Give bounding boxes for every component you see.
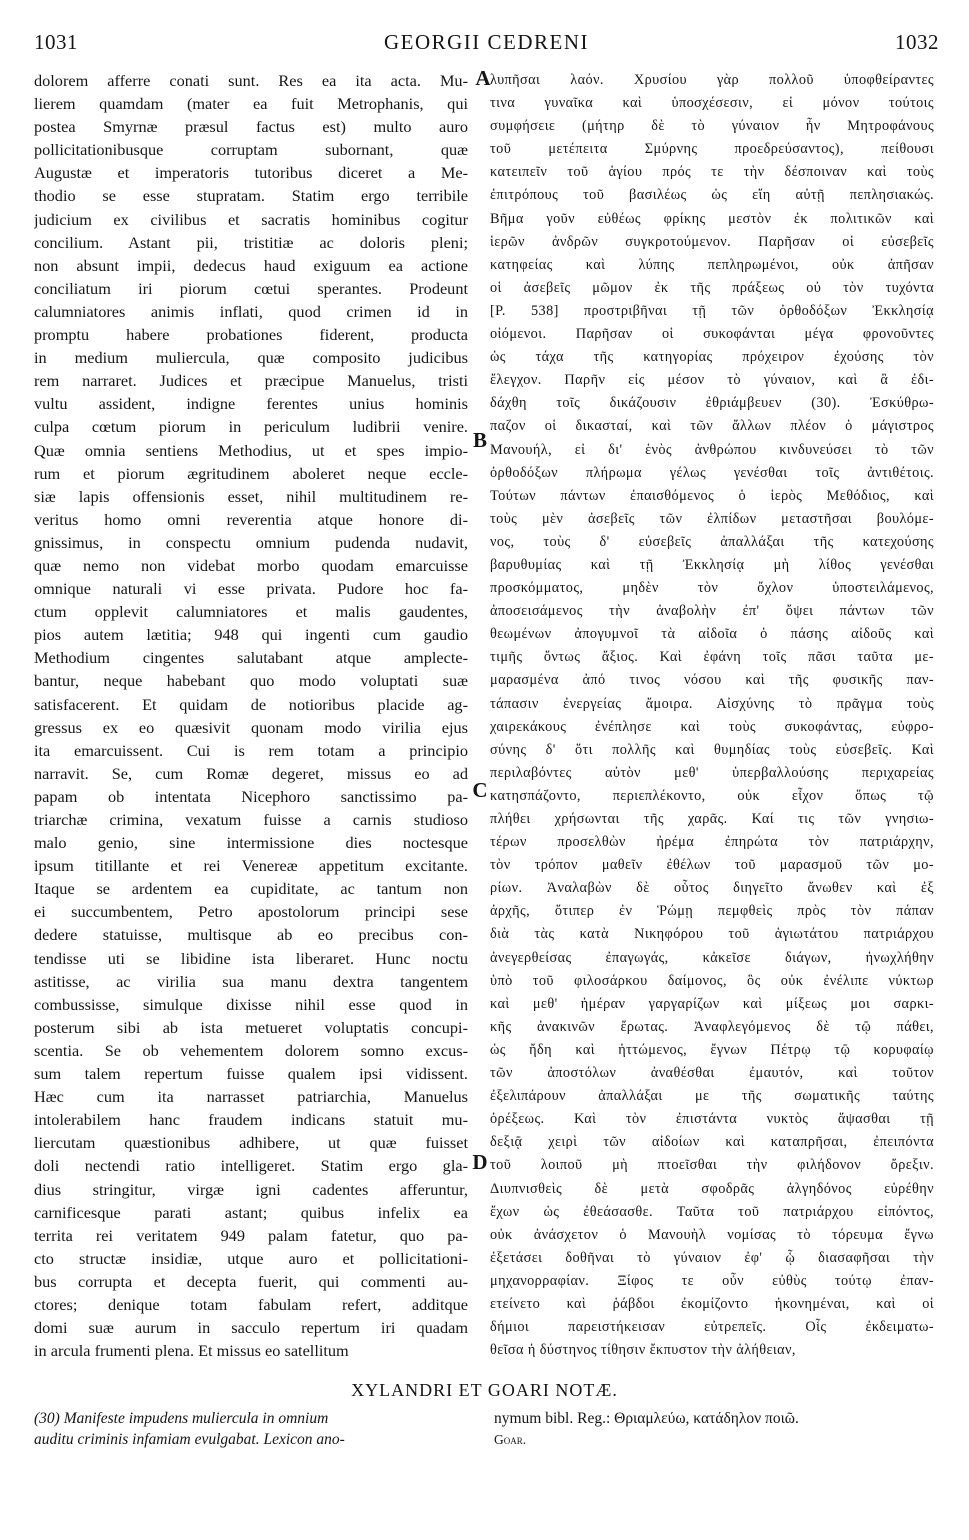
margin-marker-b: B [472, 428, 487, 452]
latin-text-line: ipsum titillante et rei Venereæ appetitum excitante. [34, 856, 468, 876]
latin-text-line: bus corrupta et decepta fuerit, qui commenti au- [34, 1271, 468, 1291]
greek-text-line: ὡς ἤδη καὶ ἡττώμενος, ἔγνων Πέτρῳ τῷ κορυφαίῳ [490, 1041, 934, 1058]
greek-text-line: τὸν τρόπον μαθεῖν ἐθέλων τοῦ μαρασμοῦ τῶν μο- [490, 857, 934, 874]
latin-text-line: concilium. Astant pii, tristitiæ ac doloris pleni; [34, 232, 468, 252]
latin-text-line: conciliatum iri piorum cœtui sperantes. Prodeunt [34, 278, 468, 298]
right-page-number: 1032 [895, 30, 939, 54]
greek-text-line: λυπῆσαι λαόν. Χρυσίου γὰρ πολλοῦ ὑποφθείραντες [490, 72, 934, 88]
margin-marker-a: A [475, 66, 491, 90]
latin-text-line: triarchæ crimina, vexatum fuisse a carnis studioso [34, 810, 468, 829]
greek-text-line: Διυπνισθεὶς δὲ μετὰ σφοδρᾶς ἀλγηδόνος εὑρέθην [490, 1180, 934, 1197]
latin-text-line: pollicitationibusque corruptam subornant, quæ [34, 140, 468, 160]
greek-text-line: Μανουήλ, εἰ δι' ἑνὸς ἀνθρώπου κινδυνεύσει τὸ τῶν [490, 441, 934, 458]
greek-text-line: τάπασιν ἐνεργείας ἄμοιρα. Αἰσχύνης τὸ πρᾶγμα τοὺς [490, 695, 934, 712]
latin-text-line: combussisse, simulque dixisse nihil esse quod in [34, 994, 468, 1014]
latin-text-line: ei succumbentem, Petro apostolorum principi sese [34, 902, 468, 922]
greek-text-line: οἱ ἀσεβεῖς μῶμον ἐκ τῆς πράξεως οὐ τὸν τυχόντα [490, 279, 934, 296]
greek-text-line: τοὺς μὲν ἀσεβεῖς τῶν ἐλπίδων μεταστῆσαι βουλόμε- [490, 510, 934, 527]
greek-text-line: Τούτων πάντων ἐπαισθόμενος ὁ ἱερὸς Μεθόδιος, καὶ [490, 487, 934, 504]
latin-text-line: intolerabilem hanc fraudem indicans statuit mu- [34, 1110, 468, 1130]
latin-text-line: doli nectendi ratio intelligeret. Statim ergo gla- [34, 1156, 468, 1176]
greek-text-line: οἰόμενοι. Παρῆσαν οἱ συκοφάνται μέγα φρονοῦντες [490, 326, 934, 343]
note-author: Goar. [494, 1432, 527, 1447]
greek-text-line: δάχθη τοῖς δικάζουσιν ἐθριάμβευεν (30). Ἐσκύθρω- [490, 395, 934, 412]
greek-text-line: κατηφείας καὶ λύπης πεπληρωμένοι, οὐκ ἀπῆσαν [490, 256, 934, 273]
running-head: GEORGII CEDRENI [383, 30, 590, 54]
latin-text-line: rem narraret. Judices et præcipue Manuelus, tristi [34, 371, 468, 391]
latin-text-line: Quæ omnia sentiens Methodius, ut et spes impio- [34, 440, 468, 460]
greek-text-line: μηχανορραφίαν. Ξίφος τε οὖν εὐθὺς τούτῳ ἐπαν- [490, 1272, 934, 1289]
latin-text-line: Augustæ et imperatoris tutoribus diceret a Me- [34, 163, 468, 183]
latin-text-line: non absunt impii, dedecus haud exiguum ea actione [34, 255, 468, 275]
greek-text-line: θεωμένων ἀπογυμνοῖ τὰ αἰδοῖα ὁ πάσης αἰδοῦς καὶ [490, 626, 934, 643]
latin-text-line: narravit. Se, cum Romæ degeret, missus eo ad [34, 763, 468, 783]
greek-text-line: μαρασμένα ἀπό τινος νόσου καὶ τῆς φυσικῆς παν- [490, 672, 934, 689]
latin-text-line: scentia. Se ob vehementem dolorem somno excus- [34, 1040, 468, 1060]
greek-text-line: [P. 538] προστριβῆναι τῇ τῶν ὀρθοδόξων Ἐκκλησίᾳ [490, 302, 934, 319]
greek-text-line: ἔχων ὡς ἐθεάσασθε. Ταῦτα τοῦ πατριάρχου εἰπόντος, [490, 1203, 934, 1220]
latin-text-line: Itaque se ardentem ea cupiditate, ac tantum non [34, 879, 468, 899]
greek-text-line: κῆς ἀνακινῶν ἔρωτας. Ἀναφλεγόμενος δὲ τῷ πάθει, [490, 1018, 934, 1035]
greek-text-line: ρίων. Ἀναλαβὼν δὲ οὗτος διηγεῖτο ἄνωθεν καὶ ἐξ [490, 880, 934, 897]
latin-text-line: calumniatores animis inflati, quod crimen id in [34, 301, 468, 321]
greek-text-line: βαρυθυμίας καὶ τῇ Ἐκκλησίᾳ μὴ λίθος γενέσθαι [490, 556, 934, 573]
greek-text-line: συμφήσειε (μήτηρ δὲ τὸ γύναιον ἦν Μητροφάνους [490, 118, 934, 135]
note-line: nymum bibl. Reg.: Θριαμλεύω, κατάδηλον ποιῶ. [494, 1410, 799, 1427]
latin-text-line: Methodium cingentes salutabant atque amplecte- [34, 648, 468, 668]
greek-text-line: κατησπάζοντο, περιεπλέκοντο, οὐκ εἶχον ὅπως τῷ [490, 787, 934, 804]
latin-column [34, 69, 468, 1362]
greek-text-line: τέρων προσελθὼν ἠρέμα ἐπηρώτα τὸν πατριάρχην, [490, 834, 934, 851]
greek-column [490, 69, 934, 1362]
note-line: auditu criminis infamiam evulgabat. Lexicon ano- [34, 1431, 345, 1448]
greek-text-line: πλήθει χρήσωνται τῆς χαρᾶς. Καί τις τῶν γνησιω- [490, 811, 934, 827]
note-line: (30) Manifeste impudens muliercula in omnium [34, 1410, 329, 1427]
latin-text-line: pios autem lætitia; 948 qui ingenti cum gaudio [34, 625, 468, 645]
latin-text-line: astitisse, ac virilia sua manu dextra tangentem [34, 971, 468, 991]
latin-text-line: veritus homo omni reverentia atque honore di- [34, 509, 468, 529]
latin-text-line: carnificesque parati astant; quibus infelix ea [34, 1202, 468, 1222]
greek-text-line: κατειπεῖν τοῦ ἁγίου πρός τε τὴν δέσποιναν καὶ τοὺς [490, 164, 934, 181]
greek-text-line: δήμιοι παρειστήκεισαν εὐτρεπεῖς. Οἷς ἐκδειματω- [490, 1319, 934, 1336]
latin-text-line: territa rei veritatem 949 palam fatetur, quo pa- [34, 1225, 468, 1245]
notes-right [494, 1408, 934, 1450]
greek-text-line: τινα γυναῖκα καὶ ὑποσχέσεσιν, εἰ μόνον τούτοις [490, 95, 934, 112]
latin-text-line: omnique naturali vi esse privata. Pudore hoc fa- [34, 579, 468, 599]
page-header [34, 30, 939, 60]
latin-text-line: promptu habere probationes fiderent, producta [34, 325, 468, 345]
greek-text-line: περιλαβόντες αὐτὸν μεθ' ὑπερβαλλούσης περιχαρείας [490, 764, 934, 781]
latin-text-line: liercutam quæstionibus adhibere, ut quæ fuisset [34, 1133, 468, 1153]
latin-text-line: quæ nemo non videbat morbo quodam emarcuisse [34, 555, 468, 575]
latin-text-line: gnissimus, in conspectu omnium pudenda nudavit, [34, 532, 468, 552]
greek-text-line: δεξιᾷ χειρὶ τῶν αἰδοίων καὶ καταπρῆσαι, ἐπειπόντα [490, 1134, 934, 1151]
greek-text-line: ετείνετο καὶ ῥάβδοι ἐκομίζοντο ἠκονημέναι, καὶ οἱ [490, 1295, 934, 1312]
greek-text-line: τοῦ λοιποῦ μὴ πτοεῖσθαι τὴν φιλήδονον ὄρεξιν. [490, 1157, 934, 1174]
greek-text-line: νος, τοὺς δ' εὐσεβεῖς ἀπαλλάξαι τῆς κατεχούσης [490, 533, 934, 550]
notes-heading: XYLANDRI ET GOARI NOTÆ. [351, 1380, 618, 1400]
greek-text-line: τῶν ἀποστόλων ἀναθέσθαι ἐμαυτόν, καὶ τοῦτον [490, 1065, 934, 1082]
greek-text-line: θεῖσα ἡ δύστηνος τίθησιν ἔκπυστον τὴν ἀλήθειαν, [490, 1342, 796, 1359]
notes-left [34, 1408, 468, 1450]
latin-text-line: sum talem repertum fuisse qualem ipsi vidissent. [34, 1064, 468, 1084]
latin-text-line: bantur, neque habebant quo modo voluptati suæ [34, 671, 468, 691]
greek-text-line: Βῆμα γοῦν εὐθέως φρίκης μεστὸν ἐκ πολιτικῶν καὶ [490, 210, 934, 227]
greek-text-line: ἀποσεισάμενος τὴν ἀναβολὴν ἐπ' ὄψει πάντων τῶν [490, 603, 934, 620]
latin-text-line: siæ lapis offensionis esset, nihil multitudinem re- [34, 486, 468, 506]
latin-text-line: in medium muliercula, quæ composito judicibus [34, 348, 468, 368]
latin-text-line: malo genio, sine intermissione dies noctesque [34, 833, 468, 853]
greek-text-line: ὀρέξεως. Καὶ τὸν ἐπιστάντα νυκτὸς ἅψασθαι τῇ [490, 1111, 934, 1128]
latin-text-line: vultu assident, indigne ferentes unius hominis [34, 394, 468, 414]
greek-text-line: ἐπιτρόπους τοῦ βασιλέως ὡς εἴη αὐτῇ πεπλησιακώς. [490, 187, 934, 204]
margin-marker-c: C [472, 778, 488, 802]
latin-text-line: culpa cœtum piorum in periculum ludibrii venire. [34, 417, 468, 437]
latin-text-line: thodio se esse stupratam. Statim ergo terribile [34, 186, 468, 206]
greek-text-line: προσκόμματος, μηδὲν τὸν ὄχλον ὑποστειλάμενος, [490, 580, 934, 597]
greek-text-line: διὰ τὰς κατὰ Νικηφόρου τοῦ ἁγιωτάτου πατριάρχου [490, 926, 934, 943]
greek-text-line: οὐκ ἀνάσχετον ὁ Μανουὴλ νομίσας τὸ τόρευμα ἔγνω [490, 1226, 934, 1243]
greek-text-line: ἀνεγερθείσας ἐπαγωγάς, κἀκεῖσε διάγων, ἠνωχλήθην [490, 949, 934, 966]
latin-text-line: postea Smyrnæ præsul factus est) multo auro [34, 117, 468, 137]
latin-text-line: tendisse uti se libidine ista liberaret. Hunc noctu [34, 948, 468, 968]
latin-text-line: in arcula frumenti plena. Et missus eo satellitum [34, 1341, 349, 1361]
latin-text-line: cto structæ insidiæ, utque auro et pollicitationi- [34, 1248, 468, 1268]
latin-text-line: satisfacerent. Et quidam de notioribus placide ag- [34, 694, 468, 714]
greek-text-line: σύνης δ' ὅτι πολλῆς καὶ θυμηδίας τοὺς εὐσεβεῖς. Καὶ [490, 741, 934, 758]
latin-text-line: lierem quamdam (mater ea fuit Metrophanis, qui [34, 94, 468, 114]
latin-text-line: dius stringitur, virgæ igni cadentes afferuntur, [34, 1179, 468, 1199]
greek-text-line: ὀρθοδόξων πλήρωμα γέλως γενέσθαι τοῖς ἀντιθέτοις. [490, 464, 934, 481]
greek-text-line: ὡς τάχα τῆς κατηγορίας πρόχειρον ἐχούσης τὸν [490, 349, 934, 366]
latin-text-line: dolorem afferre conati sunt. Res ea ita acta. Mu- [34, 71, 468, 90]
greek-text-line: ἐξελιπάρουν ἀπαλλάξαι με τῆς σωματικῆς ταύτης [490, 1088, 934, 1105]
greek-text-line: παζον οἱ δικασταί, καὶ τῶν ἄλλων πλέον ὁ μάγιστρος [490, 418, 934, 435]
latin-text-line: ctores; denique totam fabulam refert, additque [34, 1294, 468, 1314]
latin-text-line: rum et piorum ægritudinem aboleret neque eccle- [34, 463, 468, 483]
greek-text-line: χαιρεκάκους ἐνέπλησε καὶ τοὺς συκοφάντας, εὐφρο- [490, 718, 934, 735]
greek-text-line: τιμῆς ὄντως ἄξιος. Καὶ ἐφάνη τοῖς πᾶσι ταῦτα με- [490, 649, 934, 666]
greek-text-line: ἀρχῆς, ὅτιπερ ἐν Ῥώμῃ πεμφθεὶς πρὸς τὸν πάπαν [490, 903, 934, 920]
greek-text-line: ἱερῶν ἀνδρῶν συγκροτούμενον. Παρῆσαν οἱ εὐσεβεῖς [490, 233, 934, 250]
latin-text-line: dedere statuisse, multisque ab eo precibus con- [34, 925, 468, 945]
greek-text-line: ἐξετάσει δοθῆναι τὸ γύναιον ἐφ' ᾧ διασαφῆσαι τὴν [490, 1249, 934, 1266]
greek-text-line: ὑπὸ τοῦ φιλοσάρκου δαίμονος, ὃς οὐκ ἐνέλιπε νύκτωρ [490, 972, 934, 989]
left-page-number: 1031 [34, 30, 78, 54]
greek-text-line: ἔλεγχον. Παρῆν εἰς μέσον τὸ γύναιον, καὶ ἃ ἐδι- [490, 372, 934, 389]
latin-text-line: domi suæ aurum in sacculo repertum iri quadam [34, 1318, 468, 1338]
latin-text-line: papam ob intentata Nicephoro sanctissimo pa- [34, 786, 468, 806]
greek-text-line: καὶ μεθ' ἡμέραν γαργαρίζων καὶ μίξεως μοι σαρκι- [490, 995, 934, 1012]
latin-text-line: ctum opplevit calumniatores et malis gaudentes, [34, 602, 468, 622]
latin-text-line: gressus ex eo quæsivit quonam modo virilia ejus [34, 717, 468, 737]
latin-text-line: posterum sibi ab ista metueret voluptatis concupi- [34, 1017, 468, 1037]
margin-marker-d: D [472, 1150, 488, 1174]
latin-text-line: ita emarcuissent. Cui is rem totam a principio [34, 740, 468, 760]
latin-text-line: Hæc cum ita narrasset patriarchia, Manuelus [34, 1087, 468, 1107]
greek-text-line: τοῦ μετέπειτα Σμύρνης προεδρεύσαντος), πείθουσι [490, 141, 934, 158]
latin-text-line: judicium ex civilibus et sacratis hominibus cogitur [34, 209, 468, 229]
